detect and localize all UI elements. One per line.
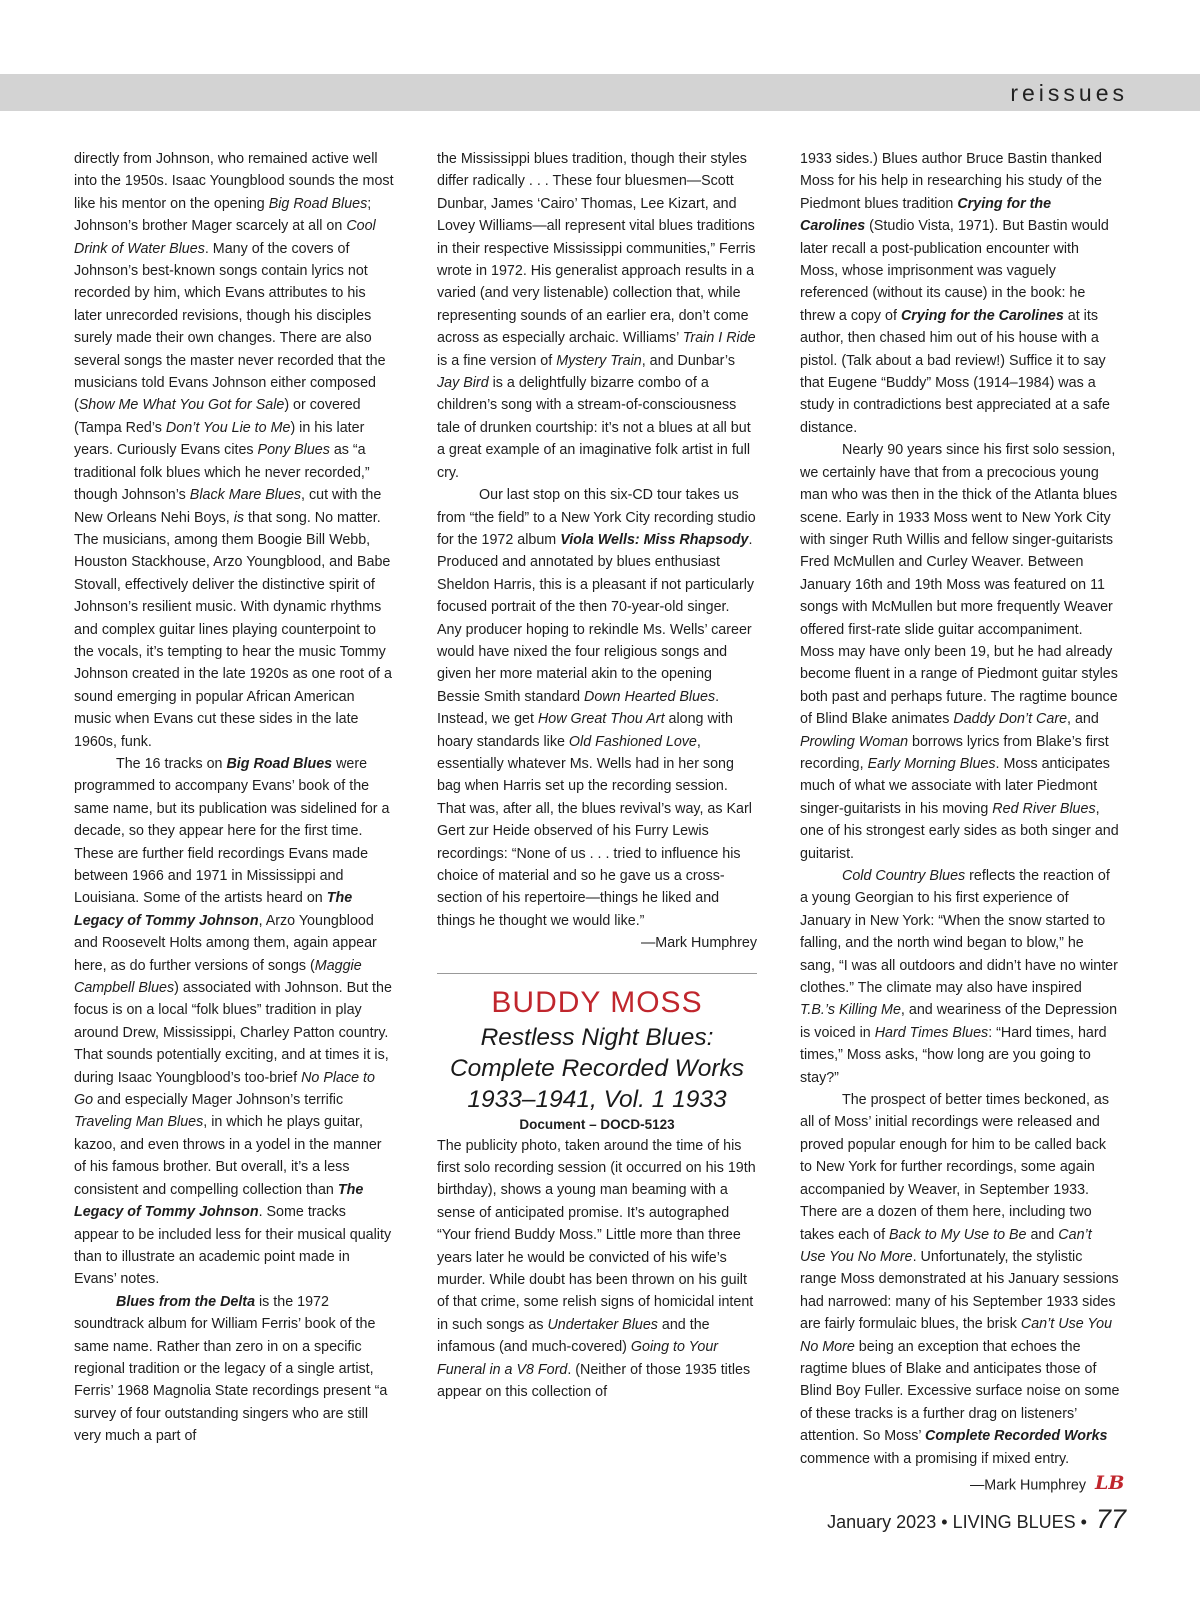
album-title: Restless Night Blues: Complete Recorded Works 1933–1941, Vol. 1 1933: [449, 1023, 745, 1113]
paragraph: directly from Johnson, who remained active well into the 1950s. Isaac Youngblood sounds the most like his mentor on the opening Big Road Blues; Johnson’s brother Mager scarcely at all on Cool Drink of Water Blues. Many of the covers of Johnson’s best-known songs contain lyrics not recorded by him, which Evans attributes to his later unrecorded revisions, though his disciples surely made their own changes. There are also several songs the master never recorded that the musicians told Evans Johnson either composed (Show Me What You Got for Sale) or covered (Tampa Red’s Don’t You Lie to Me) in his later years. Curiously Evans cites Pony Blues as “a traditional folk blues which he never recorded,” though Johnson’s Black Mare Blues, cut with the New Orleans Nehi Boys, is that song. No matter. The musicians, among them Boogie Bill Webb, Houston Stackhouse, Arzo Youngblood, and Babe Stovall, effectively deliver the distinctive spirit of Johnson’s resilient music. With dynamic rhythms and complex guitar lines playing counterpoint to the vocals, it’s tempting to hear the music Tommy Johnson created in the late 1920s as one root of a sound emerging in popular African American music when Evans cut these sides in the late 1960s, funk.: [74, 151, 394, 750]
page-footer: [827, 1504, 1126, 1535]
review-signature: —Mark Humphrey LB: [800, 1470, 1120, 1501]
paragraph: Blues from the Delta is the 1972 soundtrack album for William Ferris’ book of the same name. Rather than zero in on a specific regional tradition or the legacy of a single artist, Ferris’ 1968 Magnolia State recordings present “a survey of four outstanding singers who are still very much a part of: [74, 1293, 388, 1445]
footer-bullet: •: [941, 1512, 948, 1532]
column-2: [437, 148, 757, 1404]
logo-lettering: LB: [1095, 1471, 1125, 1494]
paragraph: 1933 sides.) Blues author Bruce Bastin thanked Moss for his help in researching his study of the Piedmont blues tradition Crying for the Carolines (Studio Vista, 1971). But Bastin would later recall a post-publication encounter with Moss, whose imprisonment was vaguely referenced (without its cause) in the book: he threw a copy of Crying for the Carolines at its author, then chased him out of his house with a pistol. (Talk about a bad review!) Suffice it to say that Eugene “Buddy” Moss (1914–1984) was a study in contradictions best appreciated at a safe distance.: [800, 151, 1110, 436]
section-label: reissues: [1010, 80, 1128, 106]
paragraph: The prospect of better times beckoned, as all of Moss’ initial recordings were released and proved popular enough for him to be called back to New York for further recordings, some again accompanied by Weaver, in September 1933. There are a dozen of them here, including two takes each of Back to My Use to Be and Can’t Use You No More. Unfortunately, the stylistic range Moss demonstrated at his January sessions had narrowed: many of his September 1933 sides are fairly formulaic blues, the brisk Can’t Use You No More being an exception that echoes the ragtime blues of Blake and anticipates those of Blind Boy Fuller. Excessive surface noise on some of these tracks is a further drag on listeners’ attention. So Moss’ Complete Recorded Works commence with a promising if mixed entry.: [800, 1092, 1120, 1467]
paragraph: The publicity photo, taken around the time of his first solo recording session (it occurred on his 19th birthday), shows a young man beaming with a sense of anticipated promise. It’s autographed “Your friend Buddy Moss.” Little more than three years later he would be convicted of his wife’s murder. While doubt has been thrown on his guilt of that crime, some relish signs of homicidal intent in such songs as Undertaker Blues and the infamous (and much-covered) Going to Your Funeral in a V8 Ford. (Neither of those 1935 titles appear on this collection of: [437, 1137, 756, 1401]
paragraph: Our last stop on this six-CD tour takes us from “the field” to a New York City recording studio for the 1972 album Viola Wells: Miss Rhapsody. Produced and annotated by blues enthusiast Sheldon Harris, this is a pleasant if not particularly focused portrait of the then 70-year-old singer. Any producer hoping to rekindle Ms. Wells’ career would have nixed the four religious songs and given her more material akin to the opening Bessie Smith standard Down Hearted Blues. Instead, we get How Great Thou Art along with hoary standards like Old Fashioned Love, essentially whatever Ms. Wells had in her song bag when Harris set up the recording session. That was, after all, the blues revival’s way, as Karl Gert zur Heide observed of his Furry Lewis recordings: “None of us . . . tried to influence his choice of material and so he gave us a cross-section of his repertoire—things he liked and things he thought we would like.”: [437, 487, 756, 929]
section-divider: [437, 973, 757, 974]
page-number: 77: [1095, 1504, 1126, 1534]
record-label: Document – DOCD-5123: [519, 1116, 675, 1132]
column-3: [800, 148, 1125, 1501]
living-blues-logo-icon: [1094, 1470, 1125, 1501]
paragraph: Nearly 90 years since his first solo session, we certainly have that from a precocious young man who was then in the thick of the Atlanta blues scene. Early in 1933 Moss went to New York City with singer Ruth Willis and fellow singer-guitarists Fred McMullen and Curley Weaver. Between January 16th and 19th Moss was featured on 11 songs with McMullen but more frequently Weaver offered first-rate slide guitar accompaniment. Moss may have only been 19, but he had already become fluent in a range of Piedmont guitar styles both past and perhaps future. The ragtime bounce of Blind Blake animates Daddy Don’t Care, and Prowling Woman borrows lyrics from Blake’s first recording, Early Morning Blues. Moss anticipates much of what we associate with later Piedmont singer-guitarists in his moving Red River Blues, one of his strongest early sides as both singer and guitarist.: [800, 442, 1119, 862]
footer-bullet: •: [1080, 1512, 1087, 1532]
review-signature: —Mark Humphrey: [641, 935, 757, 952]
issue-date: January 2023: [827, 1512, 937, 1532]
artist-heading: BUDDY MOSS: [491, 985, 703, 1019]
paragraph: The 16 tracks on Big Road Blues were programmed to accompany Evans’ book of the same name, but its publication was sidelined for a decade, so they appear here for the first time. These are further field recordings Evans made between 1966 and 1971 in Mississippi and Louisiana. Some of the artists heard on The Legacy of Tommy Johnson, Arzo Youngblood and Roosevelt Holts among them, again appear here, as do further versions of songs (Maggie Campbell Blues) associated with Johnson. But the focus is on a local “folk blues” tradition in play around Drew, Mississippi, Charley Patton country. That sounds potentially exciting, and at times it is, during Isaac Youngblood’s too-brief No Place to Go and especially Mager Johnson’s terrific Traveling Man Blues, in which he plays guitar, kazoo, and even throws in a yodel in the manner of his famous brother. But overall, it’s a less consistent and compelling collection than The Legacy of Tommy Johnson. Some tracks appear to be included less for their musical quality than to illustrate an academic point made in Evans’ notes.: [74, 755, 392, 1288]
column-1: [74, 148, 394, 1448]
section-header-bar: [0, 74, 1200, 111]
paragraph: the Mississippi blues tradition, though their styles differ radically . . . These four bluesmen—Scott Dunbar, James ‘Cairo’ Thomas, Lee Kizart, and Lovey Williams—all represent vital blues traditions in their respective Mississippi communities,” Ferris wrote in 1972. His generalist approach results in a varied (and very listenable) collection that, while representing sounds of an earlier era, don’t come across as especially archaic. Williams’ Train I Ride is a fine version of Mystery Train, and Dunbar’s Jay Bird is a delightfully bizarre combo of a children’s song with a stream-of-consciousness tale of drunken courtship: it’s not a blues at all but a great example of an imaginative folk artist in full cry.: [437, 151, 756, 481]
paragraph: Cold Country Blues reflects the reaction of a young Georgian to his first experience of January in New York: “When the snow started to falling, and the north wind began to blow,” he sang, “I was all outdoors and didn’t have no winter clothes.” The climate may also have inspired T.B.’s Killing Me, and weariness of the Depression is voiced in Hard Times Blues: “Hard times, hard times,” Moss asks, “how long are you going to stay?”: [800, 868, 1118, 1086]
magazine-name: LIVING BLUES: [952, 1512, 1076, 1532]
